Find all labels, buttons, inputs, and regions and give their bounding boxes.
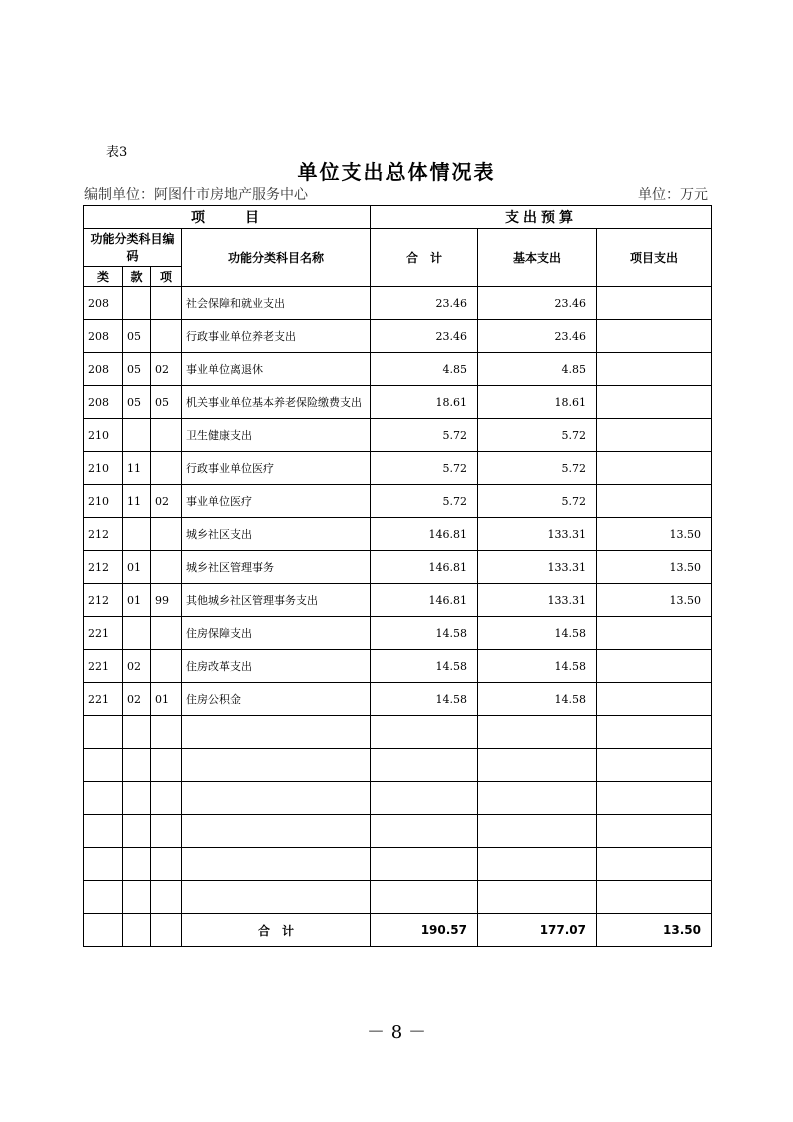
- cell-total: 5.72: [371, 485, 478, 518]
- table-row: [84, 419, 712, 452]
- cell-basic: 23.46: [478, 287, 597, 320]
- table-row: [84, 617, 712, 650]
- cell-kuan: 02: [123, 683, 151, 716]
- cell-total: [371, 815, 478, 848]
- header-kuan: 款: [123, 267, 151, 287]
- cell-total: 5.72: [371, 452, 478, 485]
- cell-lei: 208: [84, 353, 123, 386]
- cell-xiang: [151, 650, 182, 683]
- totals-project: 13.50: [597, 914, 712, 947]
- cell-kuan: 01: [123, 551, 151, 584]
- cell-name: 事业单位离退休: [182, 353, 371, 386]
- cell-project: [597, 782, 712, 815]
- cell-lei: [84, 848, 123, 881]
- cell-total: 14.58: [371, 617, 478, 650]
- cell-xiang: [151, 518, 182, 551]
- cell-name: 住房改革支出: [182, 650, 371, 683]
- cell-basic: 14.58: [478, 650, 597, 683]
- cell-name: [182, 815, 371, 848]
- page-title: 单位支出总体情况表: [297, 160, 496, 184]
- cell-name: [182, 782, 371, 815]
- cell-basic: 133.31: [478, 518, 597, 551]
- header-code: 功能分类科目编码: [84, 229, 182, 267]
- cell-kuan: [123, 782, 151, 815]
- header-lei: 类: [84, 267, 123, 287]
- table-row: [84, 749, 712, 782]
- cell-lei: 210: [84, 452, 123, 485]
- cell-lei: 212: [84, 518, 123, 551]
- cell-name: 住房保障支出: [182, 617, 371, 650]
- table-label: 表3: [106, 145, 128, 160]
- cell-project: 13.50: [597, 518, 712, 551]
- cell-project: [597, 287, 712, 320]
- table-row: [84, 716, 712, 749]
- cell-total: 146.81: [371, 584, 478, 617]
- cell-project: [597, 419, 712, 452]
- cell-project: [597, 386, 712, 419]
- table-row: [84, 584, 712, 617]
- table-row: [84, 353, 712, 386]
- cell-kuan: [123, 518, 151, 551]
- table-row: [84, 683, 712, 716]
- cell-total: 4.85: [371, 353, 478, 386]
- cell-name: 卫生健康支出: [182, 419, 371, 452]
- cell-lei: [84, 749, 123, 782]
- cell-total: [371, 782, 478, 815]
- cell-basic: [478, 881, 597, 914]
- table-row: [84, 782, 712, 815]
- cell-name: 行政事业单位养老支出: [182, 320, 371, 353]
- cell-project: [597, 815, 712, 848]
- cell-basic: 23.46: [478, 320, 597, 353]
- cell-lei: 208: [84, 320, 123, 353]
- cell-lei: 210: [84, 419, 123, 452]
- cell-name: 机关事业单位基本养老保险缴费支出: [182, 386, 371, 419]
- cell-xiang: [151, 749, 182, 782]
- table-row: [84, 287, 712, 320]
- cell-basic: 5.72: [478, 452, 597, 485]
- cell-project: [597, 485, 712, 518]
- cell-name: 其他城乡社区管理事务支出: [182, 584, 371, 617]
- cell-basic: 4.85: [478, 353, 597, 386]
- cell-kuan: [123, 815, 151, 848]
- table-row: [84, 485, 712, 518]
- cell-lei: 221: [84, 683, 123, 716]
- cell-total: 18.61: [371, 386, 478, 419]
- cell-kuan: 11: [123, 452, 151, 485]
- header-budget: 支出预算: [371, 206, 712, 229]
- cell-project: [597, 452, 712, 485]
- cell-basic: 133.31: [478, 584, 597, 617]
- cell-total: 23.46: [371, 320, 478, 353]
- cell-lei: 208: [84, 386, 123, 419]
- cell-name: 事业单位医疗: [182, 485, 371, 518]
- table-row: [84, 518, 712, 551]
- cell-name: 城乡社区支出: [182, 518, 371, 551]
- totals-row: [84, 914, 712, 947]
- cell-xiang: 02: [151, 353, 182, 386]
- cell-project: [597, 617, 712, 650]
- cell-basic: [478, 782, 597, 815]
- table-body: [84, 287, 712, 914]
- cell-lei: 221: [84, 617, 123, 650]
- totals-basic: 177.07: [478, 914, 597, 947]
- cell-name: [182, 848, 371, 881]
- cell-kuan: 05: [123, 320, 151, 353]
- cell-project: [597, 320, 712, 353]
- cell-basic: [478, 749, 597, 782]
- cell-xiang: [151, 320, 182, 353]
- cell-kuan: 05: [123, 386, 151, 419]
- cell-lei: 208: [84, 287, 123, 320]
- cell-total: 146.81: [371, 518, 478, 551]
- cell-xiang: [151, 617, 182, 650]
- cell-kuan: [123, 749, 151, 782]
- cell-name: 行政事业单位医疗: [182, 452, 371, 485]
- cell-name: [182, 749, 371, 782]
- cell-name: [182, 881, 371, 914]
- cell-kuan: [123, 617, 151, 650]
- totals-cell: [84, 914, 123, 947]
- cell-project: [597, 650, 712, 683]
- cell-project: [597, 353, 712, 386]
- cell-lei: 212: [84, 551, 123, 584]
- cell-lei: [84, 782, 123, 815]
- cell-xiang: 01: [151, 683, 182, 716]
- cell-lei: 221: [84, 650, 123, 683]
- cell-basic: [478, 848, 597, 881]
- cell-total: [371, 749, 478, 782]
- cell-kuan: 11: [123, 485, 151, 518]
- cell-kuan: 01: [123, 584, 151, 617]
- cell-project: [597, 716, 712, 749]
- cell-project: [597, 881, 712, 914]
- cell-lei: 212: [84, 584, 123, 617]
- cell-project: 13.50: [597, 551, 712, 584]
- cell-project: [597, 683, 712, 716]
- cell-total: 5.72: [371, 419, 478, 452]
- header-xiang: 项: [151, 267, 182, 287]
- cell-xiang: [151, 287, 182, 320]
- cell-lei: [84, 815, 123, 848]
- page-number: － 8 －: [367, 1022, 426, 1043]
- table-row: [84, 815, 712, 848]
- cell-xiang: [151, 782, 182, 815]
- cell-kuan: [123, 287, 151, 320]
- cell-xiang: [151, 848, 182, 881]
- cell-name: 社会保障和就业支出: [182, 287, 371, 320]
- cell-project: 13.50: [597, 584, 712, 617]
- table-row: [84, 848, 712, 881]
- totals-cell: [123, 914, 151, 947]
- cell-kuan: [123, 848, 151, 881]
- cell-basic: [478, 815, 597, 848]
- header-project: 项目支出: [597, 229, 712, 287]
- cell-xiang: 05: [151, 386, 182, 419]
- cell-basic: 5.72: [478, 419, 597, 452]
- cell-name: [182, 716, 371, 749]
- header-total: 合 计: [371, 229, 478, 287]
- cell-lei: [84, 716, 123, 749]
- header-name: 功能分类科目名称: [182, 229, 371, 287]
- cell-xiang: [151, 881, 182, 914]
- cell-total: [371, 881, 478, 914]
- table-row: [84, 650, 712, 683]
- cell-xiang: [151, 419, 182, 452]
- unit-label: 单位：万元: [638, 187, 708, 203]
- cell-xiang: 02: [151, 485, 182, 518]
- totals-cell: [151, 914, 182, 947]
- org-label: 编制单位：阿图什市房地产服务中心: [84, 187, 308, 203]
- header-item: 项 目: [84, 206, 371, 229]
- cell-project: [597, 749, 712, 782]
- expenditure-table: [83, 205, 712, 947]
- cell-xiang: [151, 452, 182, 485]
- cell-project: [597, 848, 712, 881]
- cell-basic: 5.72: [478, 485, 597, 518]
- cell-kuan: [123, 419, 151, 452]
- table-row: [84, 386, 712, 419]
- table-row: [84, 320, 712, 353]
- cell-basic: 18.61: [478, 386, 597, 419]
- cell-kuan: [123, 881, 151, 914]
- cell-total: 14.58: [371, 650, 478, 683]
- cell-lei: [84, 881, 123, 914]
- totals-label: 合 计: [182, 914, 371, 947]
- table-row: [84, 881, 712, 914]
- cell-basic: 14.58: [478, 617, 597, 650]
- cell-xiang: 99: [151, 584, 182, 617]
- cell-total: [371, 716, 478, 749]
- cell-total: 146.81: [371, 551, 478, 584]
- cell-basic: 14.58: [478, 683, 597, 716]
- table-row: [84, 452, 712, 485]
- cell-xiang: [151, 551, 182, 584]
- cell-lei: 210: [84, 485, 123, 518]
- cell-xiang: [151, 716, 182, 749]
- cell-kuan: 02: [123, 650, 151, 683]
- cell-name: 城乡社区管理事务: [182, 551, 371, 584]
- cell-kuan: [123, 716, 151, 749]
- cell-basic: 133.31: [478, 551, 597, 584]
- cell-total: 23.46: [371, 287, 478, 320]
- cell-kuan: 05: [123, 353, 151, 386]
- cell-xiang: [151, 815, 182, 848]
- totals-total: 190.57: [371, 914, 478, 947]
- header-basic: 基本支出: [478, 229, 597, 287]
- cell-basic: [478, 716, 597, 749]
- cell-name: 住房公积金: [182, 683, 371, 716]
- cell-total: 14.58: [371, 683, 478, 716]
- table-row: [84, 551, 712, 584]
- cell-total: [371, 848, 478, 881]
